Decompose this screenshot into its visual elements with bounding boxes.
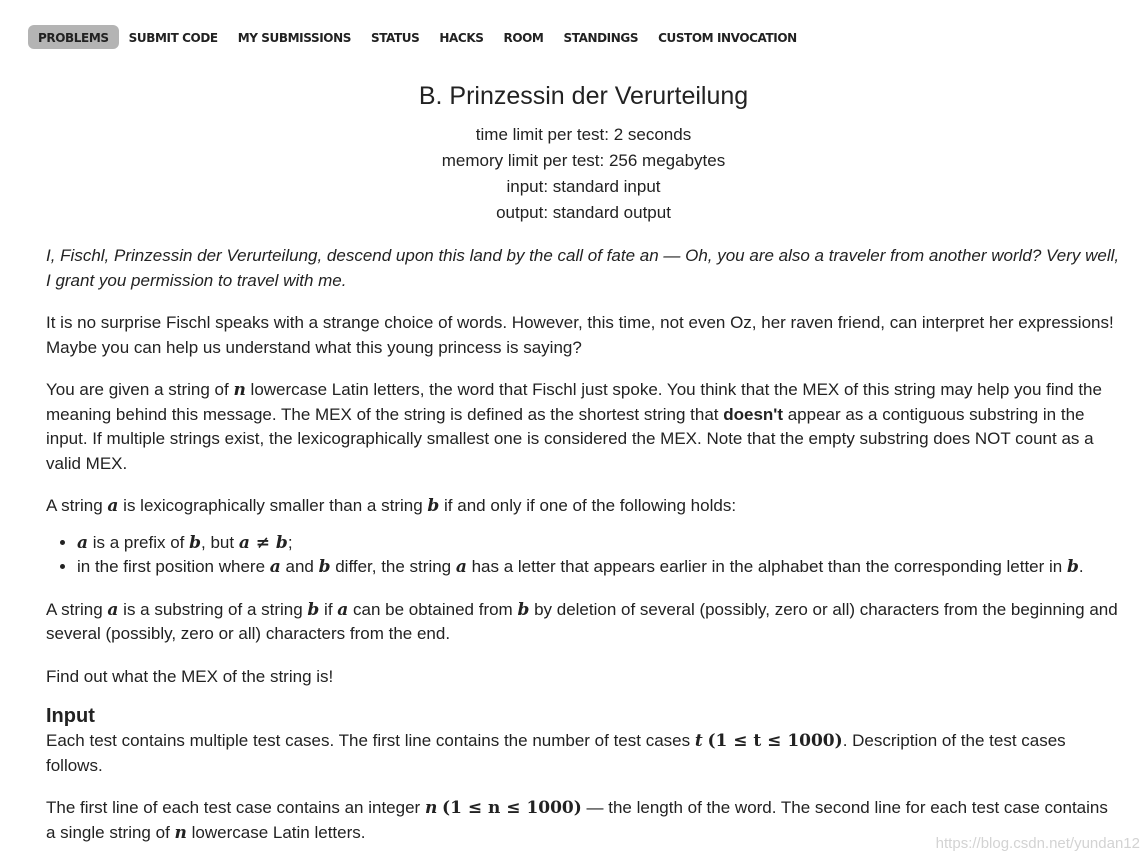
watermark: https://blog.csdn.net/yundan12 xyxy=(935,835,1140,852)
conditions-list xyxy=(46,531,1121,580)
nav-hacks[interactable]: HACKS xyxy=(439,31,484,45)
time-limit: time limit per test: 2 seconds xyxy=(475,125,692,144)
statement-paragraph-3: A string a is lexicographically smaller than a string b if and only if one of the following holds: xyxy=(46,496,737,516)
math-t: t xyxy=(694,731,703,751)
problem-limits xyxy=(46,122,1121,226)
statement-paragraph-1: It is no surprise Fischl speaks with a strange choice of words. However, this time, not even Oz, her raven friend, can interpret her expressions! Maybe you can help us understand what this young princess is saying? xyxy=(46,313,1114,357)
nav-problems[interactable]: PROBLEMS xyxy=(28,25,119,49)
list-item: • a is a prefix of b, but a ≠ b; xyxy=(77,531,1121,556)
nav-submit-code[interactable]: SUBMIT CODE xyxy=(128,31,218,45)
nav-my-submissions[interactable]: MY SUBMISSIONS xyxy=(237,31,351,45)
problem-title: B. Prinzessin der Verurteilung xyxy=(418,82,749,110)
math-a-neq-b: a ≠ b xyxy=(238,532,288,553)
nav-room[interactable]: ROOM xyxy=(503,31,544,45)
statement-paragraph-2: You are given a string of n lowercase Latin letters, the word that Fischl just spoke. You think that the MEX of this string may help you find the meaning behind this message. The MEX of the string is defined as the shortest string that doesn't appear as a contiguous substring in the input. If multiple strings exist, the lexicographically smallest one is considered the MEX. Note that the empty substring does NOT count as a valid MEX. xyxy=(46,380,1102,473)
math-a: a xyxy=(107,496,119,516)
math-b: b xyxy=(427,496,440,516)
memory-limit: memory limit per test: 256 megabytes xyxy=(441,151,726,170)
problem-statement xyxy=(46,80,1121,863)
output-type: output: standard output xyxy=(496,203,671,222)
input-paragraph-2: The first line of each test case contains an integer n (1 ≤ n ≤ 1000) — the length of the word. The second line for each test case contains a single string of n lowercase Latin letters. xyxy=(46,798,1108,843)
nav-custom-invocation[interactable]: CUSTOM INVOCATION xyxy=(658,31,797,45)
input-section-header: Input xyxy=(46,705,95,727)
top-nav xyxy=(28,25,807,49)
math-t-range: (1 ≤ t ≤ 1000) xyxy=(707,731,843,751)
statement-paragraph-5: Find out what the MEX of the string is! xyxy=(46,666,334,686)
emphasis-doesnt: doesn't xyxy=(723,404,783,424)
input-paragraph-1: Each test contains multiple test cases. The first line contains the number of test cases t (1 ≤ t ≤ 1000). Description of the test cases follows. xyxy=(46,731,1066,775)
nav-standings[interactable]: STANDINGS xyxy=(563,31,639,45)
math-n-range: (1 ≤ n ≤ 1000) xyxy=(442,798,582,818)
math-n: n xyxy=(233,380,246,400)
statement-paragraph-4: A string a is a substring of a string b if a can be obtained from b by deletion of several (possibly, zero or all) characters from the beginning and several (possibly, zero or all) characters from the end. xyxy=(46,599,1118,643)
input-type: input: standard input xyxy=(506,177,661,196)
nav-status[interactable]: STATUS xyxy=(370,31,420,45)
list-item: • in the first position where a and b differ, the string a has a letter that appears earlier in the alphabet than the corresponding letter in b. xyxy=(77,555,1121,580)
legend-paragraph: I, Fischl, Prinzessin der Verurteilung, descend upon this land by the call of fate an — Oh, you are also a traveler from another world? Very well, I grant you permission to travel with me. xyxy=(46,246,1120,290)
